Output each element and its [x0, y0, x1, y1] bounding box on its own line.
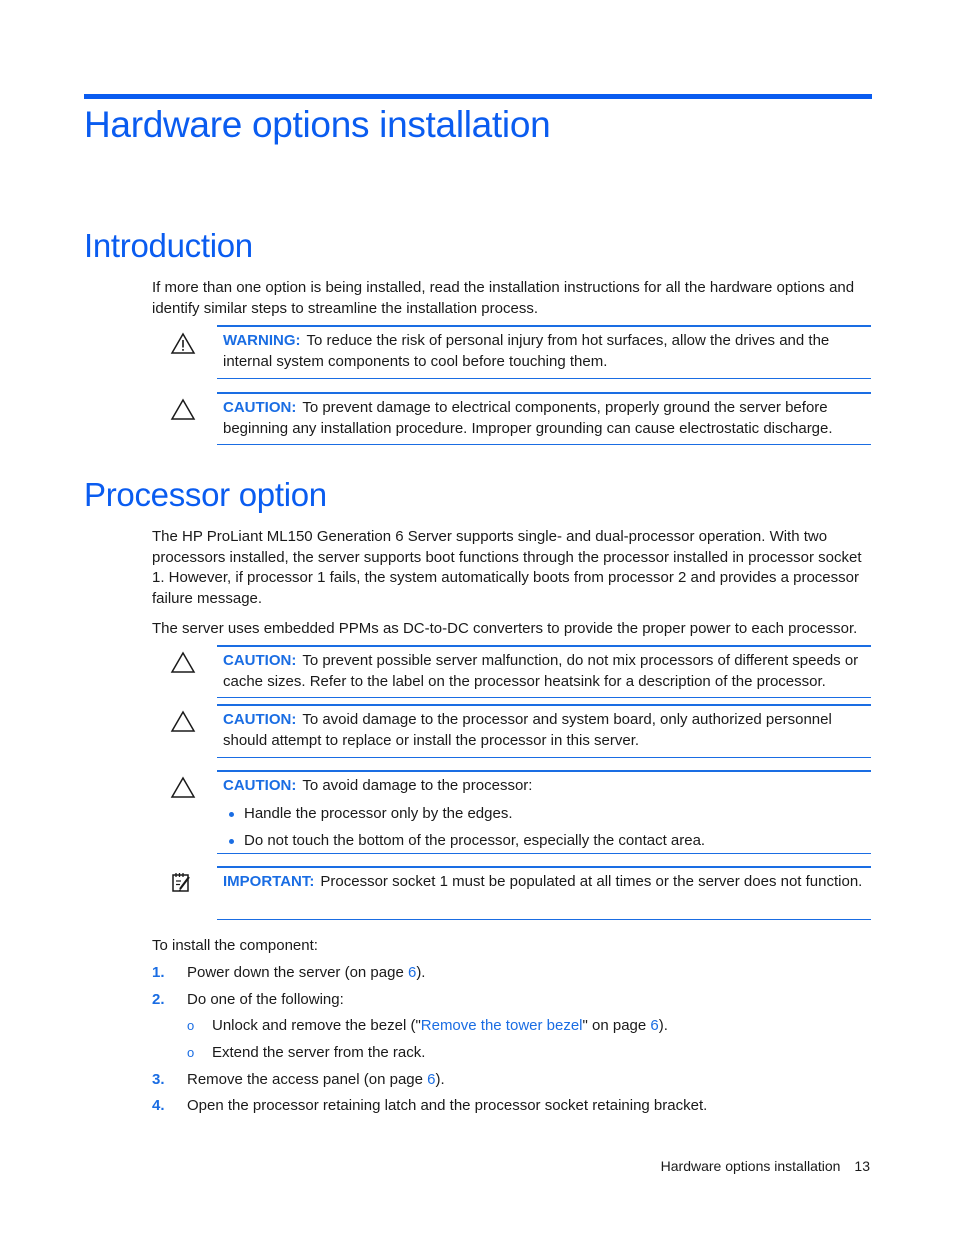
substep-extend-server — [187, 1043, 425, 1063]
remove-tower-bezel-link[interactable]: Remove the tower bezel — [420, 1017, 583, 1034]
processor-paragraph-1: The HP ProLiant ML150 Generation 6 Server supports single- and dual-processor operation. With two processors installed, the server supports boot functions through the processor installed in processor socket 1. However, if processor 1 fails, the system automatically boots from processor 2 and provides a processor failure message. — [152, 528, 862, 607]
step-number: 1. — [152, 964, 165, 981]
warning-text: To reduce the risk of personal injury from hot surfaces, allow the drives and the internal system components to cool before touching them. — [223, 332, 830, 370]
step-text: Open the processor retaining latch and the processor socket retaining bracket. — [187, 1097, 708, 1114]
step-text: Power down the server (on page — [187, 964, 408, 981]
warning-label: WARNING: — [223, 332, 301, 349]
substep-marker: o — [187, 1018, 195, 1033]
step-4 — [152, 1096, 707, 1116]
caution-label: CAUTION: — [223, 777, 297, 794]
processor-heading: Processor option — [84, 476, 327, 513]
important-text: Processor socket 1 must be populated at all times or the server does not function. — [320, 873, 863, 890]
caution-content — [223, 398, 867, 439]
step-2 — [152, 990, 344, 1010]
caution-box-authorized — [217, 704, 871, 758]
caution-text: To prevent damage to electrical components, properly ground the server before beginning any installation procedure. Improper grounding can cause electrostatic discharge. — [223, 399, 833, 437]
page-link[interactable]: 6 — [407, 964, 417, 981]
step-number: 2. — [152, 991, 165, 1008]
caution-triangle-icon — [170, 776, 196, 800]
step-3 — [152, 1070, 445, 1090]
page-footer — [661, 1158, 870, 1174]
bullet-icon — [229, 839, 234, 844]
chapter-rule — [84, 94, 872, 99]
bullet-icon — [229, 812, 234, 817]
introduction-paragraph: If more than one option is being installed, read the installation instructions for all the hardware options and identify similar steps to streamline the installation process. — [152, 279, 855, 317]
caution-triangle-icon — [170, 651, 196, 675]
important-box — [217, 866, 871, 920]
list-item — [223, 804, 867, 824]
warning-content — [223, 331, 867, 372]
processor-paragraph-2: The server uses embedded PPMs as DC-to-DC converters to provide the proper power to each processor. — [152, 620, 858, 637]
caution-line — [223, 776, 867, 797]
step-text: Remove the access panel (on page — [187, 1071, 428, 1088]
substep-text-mid: " on page — [582, 1017, 651, 1034]
bullet-text: Do not touch the bottom of the processor, especially the contact area. — [244, 831, 706, 849]
step-number: 4. — [152, 1097, 165, 1114]
page-link[interactable]: 6 — [427, 1071, 436, 1088]
chapter-title: Hardware options installation — [84, 104, 551, 145]
substep-text-end: ). — [658, 1017, 668, 1034]
caution-box-avoid-damage — [217, 770, 871, 854]
step-1 — [152, 963, 425, 983]
important-label: IMPORTANT: — [223, 873, 315, 890]
introduction-heading: Introduction — [84, 227, 253, 264]
substep-text: Unlock and remove the bezel (" — [212, 1017, 421, 1034]
footer-section: Hardware options installation — [660, 1158, 841, 1174]
step-text-end: ). — [416, 964, 426, 981]
substep-marker: o — [187, 1045, 195, 1060]
warning-triangle-icon — [170, 332, 196, 356]
caution-box-mix-processors — [217, 645, 871, 698]
caution-triangle-icon — [170, 398, 196, 422]
list-item — [223, 831, 867, 851]
important-notepad-icon — [170, 870, 196, 894]
footer-page-number: 13 — [854, 1158, 870, 1174]
caution-content — [223, 776, 867, 851]
substep-unlock-bezel — [187, 1016, 668, 1036]
caution-label: CAUTION: — [223, 399, 297, 416]
warning-box — [217, 325, 871, 379]
substep-text: Extend the server from the rack. — [212, 1044, 426, 1061]
important-content — [223, 872, 867, 893]
caution-label: CAUTION: — [223, 711, 297, 728]
bullet-text: Handle the processor only by the edges. — [244, 804, 513, 822]
caution-content — [223, 710, 867, 751]
caution-text: To avoid damage to the processor and system board, only authorized personnel should attempt to replace or install the processor in this server. — [223, 711, 832, 749]
caution-box-esd — [217, 392, 871, 445]
caution-label: CAUTION: — [223, 652, 297, 669]
page-link[interactable]: 6 — [650, 1017, 659, 1034]
step-number: 3. — [152, 1071, 165, 1088]
caution-text: To prevent possible server malfunction, do not mix processors of different speeds or cache sizes. Refer to the label on the processor heatsink for a description of the processor. — [223, 652, 859, 690]
caution-triangle-icon — [170, 710, 196, 734]
caution-content — [223, 651, 867, 692]
step-text-end: ). — [435, 1071, 445, 1088]
caution-text: To avoid damage to the processor: — [302, 777, 533, 794]
procedure-intro: To install the component: — [152, 937, 318, 954]
step-text: Do one of the following: — [187, 991, 344, 1008]
